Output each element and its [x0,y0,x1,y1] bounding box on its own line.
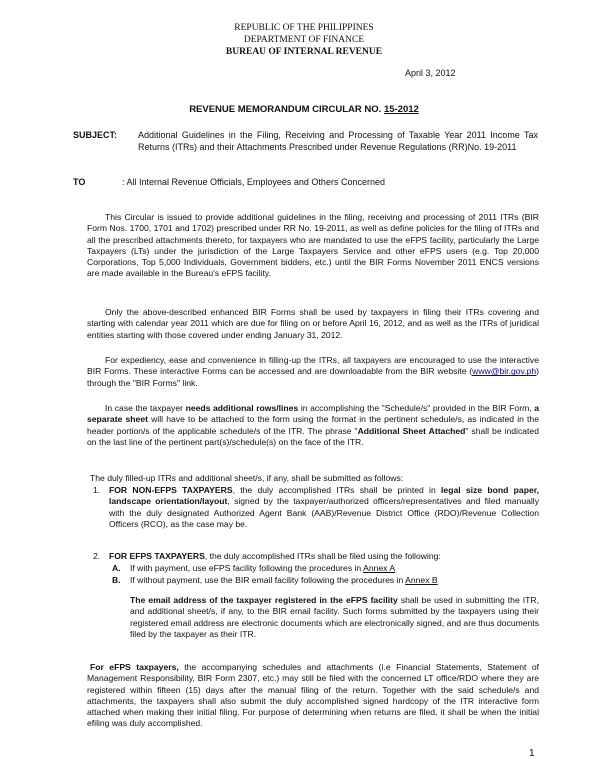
item-2b-text [130,575,438,585]
item-2-bold: FOR EFPS TAXPAYERS [109,551,205,561]
item-1-t2: , signed by the taxpayer/authorized officers/representatives and filed manually with the duly designated Authorized Agent Bank (AAB)/Revenue District Office (RDO)/Revenue Collection Officers (RCO), as the case may be. [109,496,540,529]
document-date: April 3, 2012 [405,68,456,78]
email-bold: The email address of the taxpayer registered in the eFPS facility [130,595,398,605]
email-text: shall be used in submitting the ITR, and additional sheet/s, if any, to the BIR email facility. Such forms submitted by the taxpayers using their registered email address are electronic documents which are electronically signed, and are thus documents filed by the taxpayer as their ITR. [130,595,539,639]
paragraph-efps-attachments [87,662,539,730]
item-2-number: 2. [93,551,101,561]
paragraph-additional-rows [87,403,539,448]
header-republic: REPUBLIC OF THE PHILIPPINES [234,23,374,33]
last-text: the accompanying schedules and attachments (i.e Financial Statements, Statement of Management Responsibility, BIR Form 2307, etc.) may still be filed with the concerned LT office/RDO where they are registered within fifteen (15) days after the manual filing of the return. Together with the said schedule/s and attachments, the taxpayers shall also submit the duly accomplished signed hardcopy of the ITR interactive form attached when making their initial filing. For purpose of determining when returns are filed, it shall be when the initial efiling was duly accomplished. [87,662,539,729]
item-2a-label: A. [112,563,121,573]
paragraph-purpose: This Circular is issued to provide additional guidelines in the filing, receiving and processing of 2011 ITRs (BIR Form Nos. 1700, 1701 and 1702) prescribed under RR No. 19-2011, as well as define policies for the filing of ITRs and all the prescribed attachments thereto, for taxpayers who are mandated to use the eFPS facility, particularly the Large Taxpayers (LTs) under the jurisdiction of the Large Taxpayers Service and other eFPS users (e.g. Top 20,000 Corporations, Top 5,000 Individuals, Government bidders, etc.) until the BIR Forms November 2011 ENCS versions are made available in the Bureau's eFPS facility. [87,212,539,279]
item-1-t1: , the duly accomplished ITRs shall be printed in [232,485,442,495]
subject-text: Additional Guidelines in the Filing, Receiving and Processing of Taxable Year 2011 Income Tax Returns (ITRs) and their Attachments Prescribed under Revenue Regulations (RR)No. 19-2011 [138,130,538,152]
item-2-t1: , the duly accomplished ITRs shall be filed using the following: [204,551,441,561]
item-2b-label: B. [112,575,121,585]
circular-prefix: REVENUE MEMORANDUM CIRCULAR NO. [189,104,384,115]
item-2-text [109,551,539,562]
item-2a-text [130,563,395,573]
annex-a-link[interactable]: Annex A [363,563,396,573]
p4-c: in accomplishing the "Schedule/s" provided in the BIR Form, [298,403,535,413]
p4-bold-phrase: Additional Sheet Attached [357,425,466,436]
item-1-bold: FOR NON-EFPS TAXPAYERS [109,485,233,495]
paragraph-submission: The duly filled-up ITRs and additional sheet/s, if any, shall be submitted as follows: [90,473,404,483]
p4-bold-sheet: a separate sheet [87,403,539,425]
item-2a-body: If with payment, use eFPS facility following the procedures in [130,563,364,573]
circular-number: 15-2012 [383,104,419,115]
header-department: DEPARTMENT OF FINANCE [243,35,365,45]
item-1-number: 1. [93,485,101,495]
email-paragraph [130,595,539,640]
p4-bold-rows: needs additional rows/lines [185,403,299,413]
to-text: : All Internal Revenue Officials, Employees and Others Concerned [122,177,385,187]
page-number: 1 [529,748,535,759]
paragraph-forms: Only the above-described enhanced BIR Forms shall be used by taxpayers in filing their ITRs covering and starting with calendar year 2011 which are due for filing on or before April 16, 2012, and as well as the ITRs of juridical entities starting with those covered under ending January 31, 2012. [87,307,539,340]
subject-label: SUBJECT: [73,130,118,140]
item-1-text [109,485,539,530]
p3-text-a: For expediency, ease and convenience in filling-up the ITRs, all taxpayers are encouraged to use the interactive BIR Forms. These interactive Forms can be accessed and are downloadable from the BIR website ( [87,355,539,377]
paragraph-interactive [87,355,539,389]
header-bureau: BUREAU OF INTERNAL REVENUE [225,47,383,57]
p4-g: " shall be indicated on the last line of the pertinent part(s)/schedule(s) on the face of the ITR. [87,425,539,447]
bir-website-link[interactable]: www@bir.gov.ph [472,366,537,377]
item-2b-body: If without payment, use the BIR email facility following the procedures in [130,575,406,585]
p4-e: will have to be attached to the form using the format in the pertinent schedule/s, as indicated in the header portion/s of the applicable schedule/s of the ITR. The phrase " [87,414,539,436]
to-label: TO [73,177,86,187]
annex-b-link[interactable]: Annex B [405,575,438,585]
p3-text-b: ) through the "BIR Forms" link. [87,366,539,388]
last-bold: For eFPS taxpayers, [90,662,179,672]
item-1-bold-paper: legal size bond paper, landscape orientation/layout [109,485,539,507]
circular-title [0,104,608,115]
p4-a: In case the taxpayer [105,403,186,413]
